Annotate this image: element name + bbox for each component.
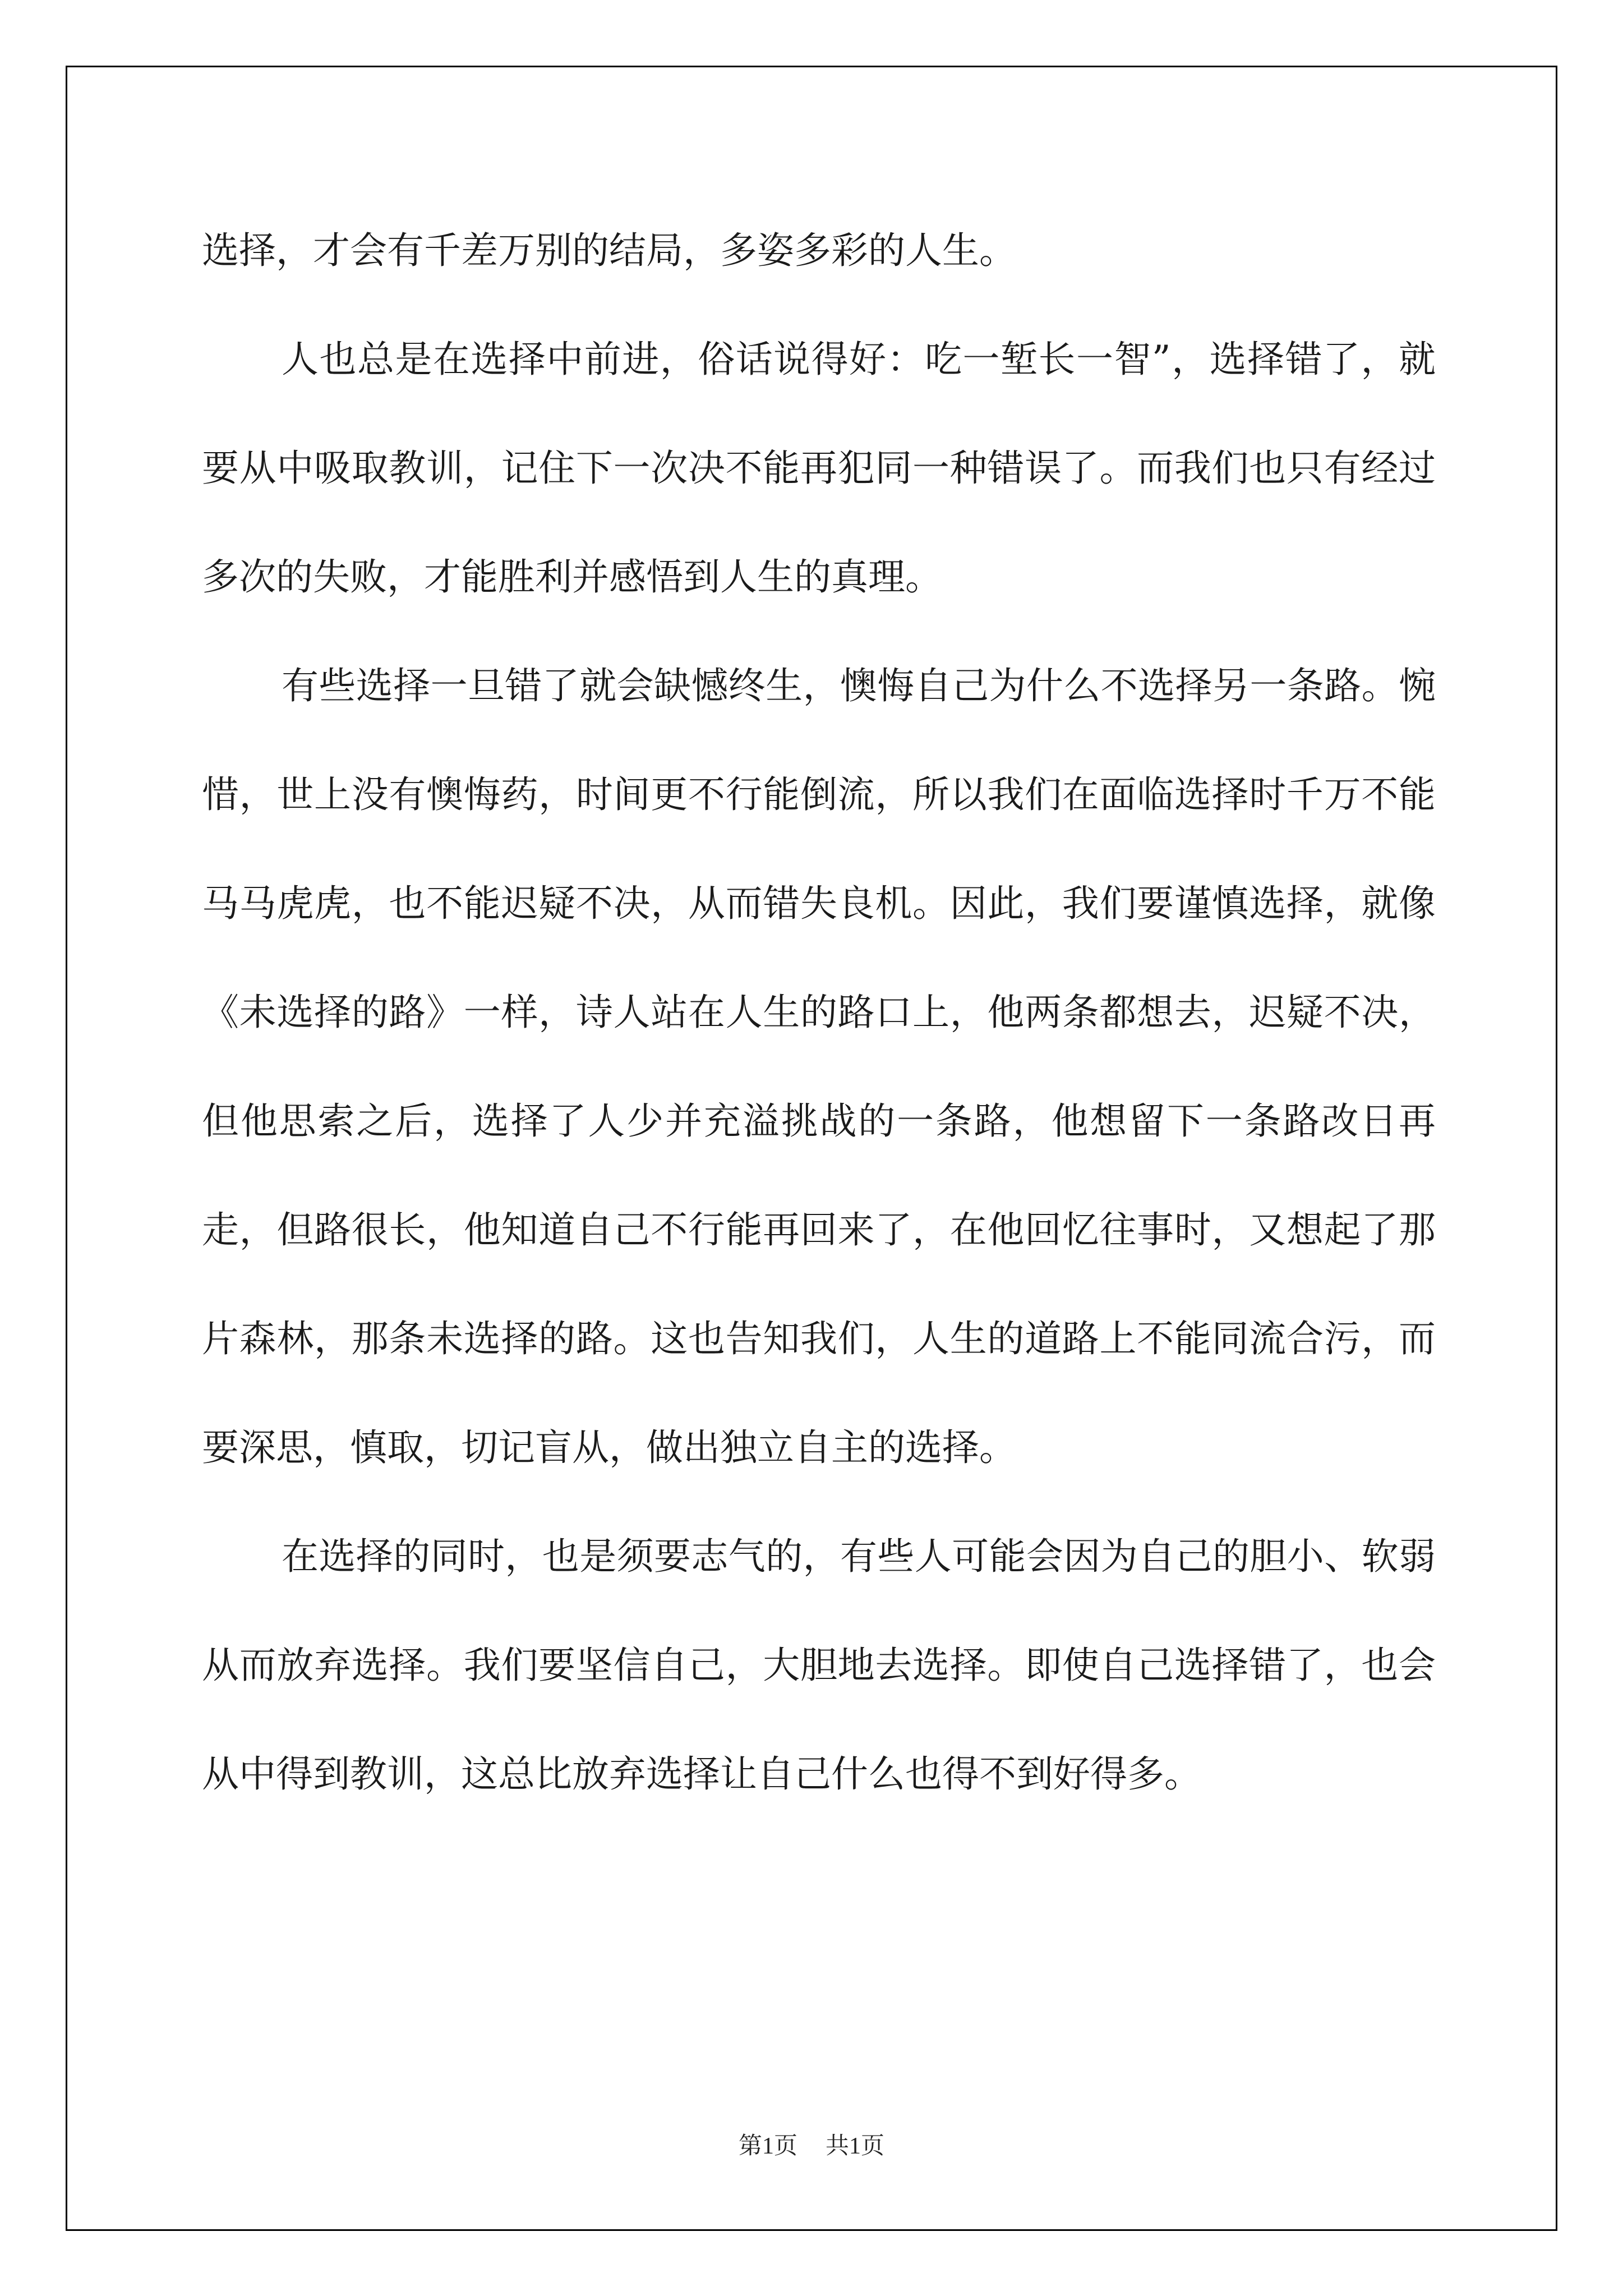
page-total: 共1页: [826, 2133, 885, 2159]
page-footer: [0, 2127, 1623, 2161]
page-number: 第1页: [738, 2133, 797, 2159]
paragraph-4: 在选择的同时，也是须要志气的，有些人可能会因为自己的胆小、软弱从而放弃选择。我们要坚信自己，大胆地去选择。即使自己选择错了，也会从中得到教训，这总比放弃选择让自己什么也得不到好得多。: [202, 1535, 1436, 1796]
document-body: [202, 196, 1436, 1829]
paragraph-2: 人也总是在选择中前进，俗话说得好：吃一堑长一智”，选择错了，就要从中吸取教训，记住下一次决不能再犯同一种错误了。而我们也只有经过多次的失败，才能胜利并感悟到人生的真理。: [202, 338, 1436, 599]
paragraph-3: 有些选择一旦错了就会缺憾终生，懊悔自己为什么不选择另一条路。惋惜，世上没有懊悔药，时间更不行能倒流，所以我们在面临选择时千万不能马马虎虎，也不能迟疑不决，从而错失良机。因此，我们要谨慎选择，就像《未选择的路》一样，诗人站在人生的路口上，他两条都想去，迟疑不决，但他思索之后，选择了人少并充溢挑战的一条路，他想留下一条路改日再走，但路很长，他知道自己不行能再回来了，在他回忆往事时，又想起了那片森林，那条未选择的路。这也告知我们，人生的道路上不能同流合污，而要深思，慎取，切记盲从，做出独立自主的选择。: [202, 664, 1436, 1469]
paragraph-1: 选择，才会有千差万别的结局，多姿多彩的人生。: [202, 229, 1016, 272]
